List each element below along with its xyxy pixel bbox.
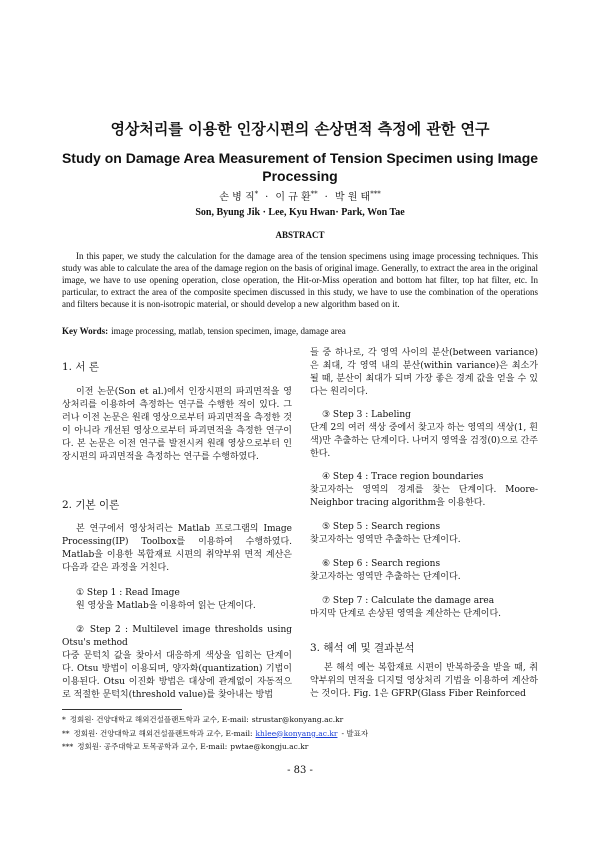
footnote-email-link[interactable]: khlee@konyang.ac.kr — [255, 728, 338, 738]
footnote-2 — [62, 727, 538, 741]
step-label: ③ Step 3 : Labeling — [322, 410, 411, 420]
step-5 — [310, 521, 538, 547]
step-7 — [310, 595, 538, 621]
footnote-divider — [62, 709, 182, 710]
step-description: 다중 문턱치 값을 찾아서 대응하게 색상을 입히는 단계이다. Otsu 방법이 이용되며, 양자화(quantization) 기법이 이용된다. Otsu 이진화 방법은 대상에 관계없이 자동적으로 적절한 문턱치(threshold value)를 찾아내는 방법 — [62, 651, 292, 700]
title-english: Study on Damage Area Measurement of Tension Specimen using Image Processing — [61, 150, 539, 184]
step-description: 마지막 단계로 손상된 영역을 계산하는 단계이다. — [310, 609, 502, 619]
step-1 — [62, 587, 292, 613]
footnote-email: pwtae@kongju.ac.kr — [230, 742, 309, 751]
author-mark: * — [254, 190, 259, 198]
abstract-text: In this paper, we study the calculation for the damage area of the tension specimens using image processing techniques. This study was able to calculate the area of the damage region on the basis of original image. Generally, to extract the area in the original image, we have to use opening operation, close operation, the Hit-or-Miss operation and bottom hat filter, top hat filter, etc. In particular, to extract the area of the composite specimen discussed in this study, we have to use the combination of the operations and filters because it is non-isotropic material, or should develop a new algorithm based on it. — [62, 251, 538, 309]
step-6 — [310, 558, 538, 584]
step-label: ⑥ Step 6 : Search regions — [322, 559, 441, 569]
section-1-paragraph: 이전 논문(Son et al.)에서 인장시편의 파괴면적을 영상처리를 이용하여 측정하는 연구를 수행한 적이 있다. 그러나 이전 논문은 원래 영상으로부터 파괴면적을 측정한 것이 아니라 개선된 영상으로부터 파괴면적을 측정한 연구이다. 본 논문은 이전 연구를 발전시켜 원래 영상으로부터 인장시편의 파괴면적을 측정하는 연구를 수행하였다. — [62, 387, 292, 462]
section-2-heading: 2. 기본 이론 — [62, 499, 120, 511]
author-name: 손 병 직* — [219, 190, 259, 203]
footnote-text: 정회원· 건양대학교 해외건설플랜트학과 교수, E-mail: — [73, 728, 253, 738]
presenter-note: - 발표자 — [341, 728, 369, 738]
page-number: - 83 - — [287, 765, 313, 776]
section-3-heading: 3. 해석 예 및 결과분석 — [310, 642, 415, 654]
step-4 — [310, 471, 538, 510]
section-1-heading: 1. 서 론 — [62, 361, 99, 373]
footnote-1 — [62, 713, 538, 727]
step-description: 찾고자하는 영역만 추출하는 단계이다. — [310, 572, 461, 582]
footnote-3 — [62, 740, 538, 754]
footnote-text: 정회원· 공주대학교 토목공학과 교수, E-mail: — [77, 742, 228, 751]
footnotes — [62, 713, 538, 754]
author-name: 박 원 태*** — [334, 190, 381, 203]
step-label: ④ Step 4 : Trace region boundaries — [322, 472, 484, 482]
step-description: 찾고자하는 영역의 경계를 찾는 단계이다. Moore-Neighbor tracing algorithm을 이용한다. — [310, 485, 538, 508]
footnote-mark: * — [62, 715, 66, 724]
title-korean: 영상처리를 이용한 인장시편의 손상면적 측정에 관한 연구 — [110, 120, 490, 138]
authors-korean — [0, 191, 600, 205]
author-name: 이 규 환** — [275, 190, 318, 203]
section-3-paragraph: 본 해석 예는 복합재료 시편이 반복하중을 받을 때, 취약부위의 면적을 디지털 영상처리 기법을 이용하여 계산하는 것이다. Fig. 1은 GFRP(Glass Fiber Reinforced — [310, 663, 538, 699]
step-description: 찾고자하는 영역만 추출하는 단계이다. — [310, 535, 461, 545]
keywords — [62, 325, 538, 337]
section-2-paragraph: 본 연구에서 영상처리는 Matlab 프로그램의 Image Processing(IP) Toolbox를 이용하여 수행하였다. Matlab을 이용한 복합재료 시편의 취약부위 면적 계산은 다음과 같은 과정을 거친다. — [62, 524, 292, 573]
step-label: ⑦ Step 7 : Calculate the damage area — [322, 596, 495, 606]
keywords-label: Key Words: — [62, 326, 109, 336]
step-description: 단계 2의 여러 색상 중에서 찾고자 하는 영역의 색상(1, 흰색)만 추출하는 단계이다. 나머지 영역을 검정(0)으로 간주한다. — [310, 423, 538, 459]
step-description: 원 영상을 Matlab을 이용하여 읽는 단계이다. — [76, 601, 256, 611]
author-separator: · — [265, 192, 269, 203]
footnote-mark: *** — [62, 742, 74, 751]
keywords-list: image processing, matlab, tension specimen, image, damage area — [111, 326, 346, 336]
authors-english: Son, Byung Jik · Lee, Kyu Hwan· Park, Won Tae — [195, 207, 405, 218]
footnote-text: 정회원· 건양대학교 해외건설플랜트학과 교수, E-mail: — [69, 715, 249, 724]
abstract-heading: ABSTRACT — [275, 230, 325, 240]
step-2 — [62, 624, 292, 702]
author-mark: ** — [310, 190, 318, 198]
author-mark: *** — [370, 190, 381, 198]
step-2-continuation: 들 중 하나로, 각 영역 사이의 분산(between variance)은 최대, 각 영역 내의 분산(within variance)은 최소가 될 때, 분산이 최대가 되며 가장 좋은 경계 값을 얻을 수 있다는 원리이다. — [310, 348, 538, 397]
footnote-mark: ** — [62, 728, 70, 738]
author-separator: · — [324, 192, 328, 203]
step-label: ① Step 1 : Read Image — [76, 588, 180, 598]
step-label: ② Step 2 : Multilevel image thresholds using Otsu's method — [62, 625, 292, 648]
step-label: ⑤ Step 5 : Search regions — [322, 522, 441, 532]
footnote-email: strustar@konyang.ac.kr — [251, 715, 344, 724]
step-3 — [310, 409, 538, 461]
